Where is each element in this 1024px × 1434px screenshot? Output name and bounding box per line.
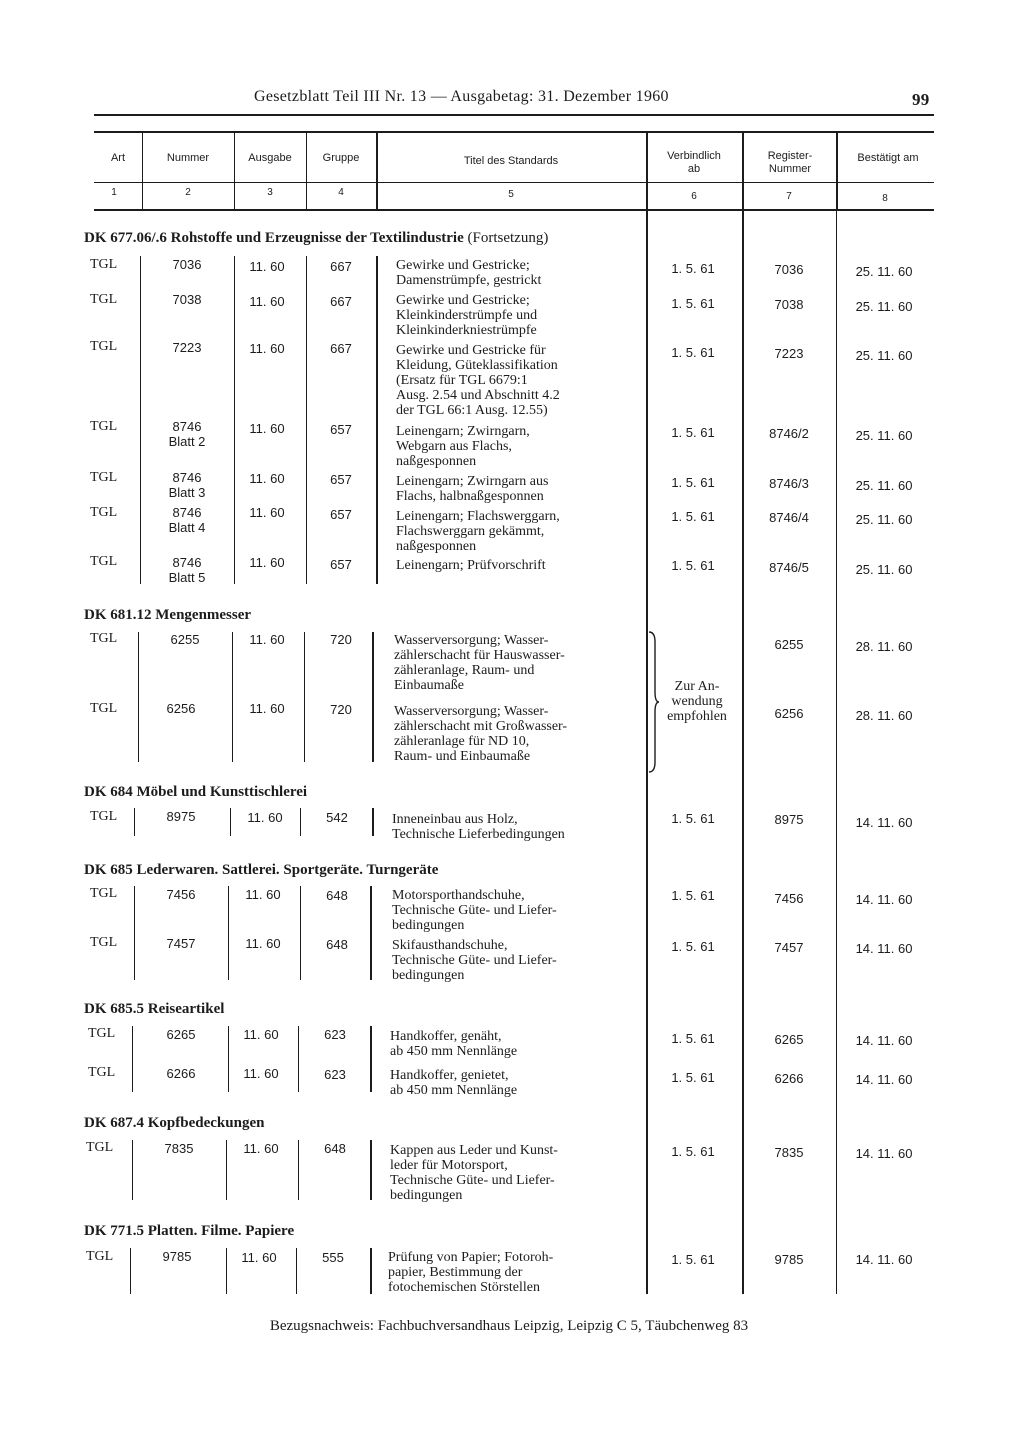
table-top-rule: [94, 131, 934, 133]
cell-art: TGL: [90, 257, 118, 272]
column-number: 8: [882, 193, 888, 204]
row-divider: [372, 632, 374, 762]
column-header-art: Art: [110, 152, 126, 164]
cell-verbindlich: 1. 5. 61: [671, 558, 715, 573]
row-divider: [140, 256, 141, 584]
cell-verbindlich: 1. 5. 61: [671, 939, 715, 954]
row-divider: [370, 1140, 372, 1200]
cell-titel: Kappen aus Leder und Kunst- leder für Motorsport, Technische Güte- und Liefer- bedingungen: [390, 1143, 558, 1203]
row-divider: [138, 632, 139, 762]
cell-register: 6255: [774, 637, 804, 652]
cell-gruppe: 542: [326, 810, 348, 825]
cell-bestaetigt: 28. 11. 60: [855, 639, 913, 654]
cell-ausgabe: 11. 60: [249, 341, 285, 356]
cell-nummer: 6266: [166, 1066, 196, 1081]
cell-verbindlich: 1. 5. 61: [671, 345, 715, 360]
cell-bestaetigt: 25. 11. 60: [855, 264, 913, 279]
cell-verbindlich: 1. 5. 61: [671, 811, 715, 826]
section-heading: [84, 862, 438, 879]
cell-gruppe: 555: [322, 1250, 344, 1265]
cell-nummer: 7036: [172, 257, 202, 272]
cell-register: 8746/5: [769, 560, 809, 575]
section-heading-text: DK 687.4 Kopfbedeckungen: [84, 1115, 265, 1131]
section-heading-text: DK 685 Lederwaren. Sattlerei. Sportgeräte. Turngeräte: [84, 862, 439, 878]
cell-nummer: 9785: [162, 1249, 192, 1264]
section-heading-text: DK 677.06/.6 Rohstoffe und Erzeugnisse der Textilindustrie: [84, 230, 464, 246]
row-divider: [300, 808, 301, 836]
row-divider: [304, 632, 305, 762]
column-number: 2: [185, 187, 191, 198]
cell-bestaetigt: 14. 11. 60: [855, 1146, 913, 1161]
cell-verbindlich: 1. 5. 61: [671, 1031, 715, 1046]
cell-register: 7835: [774, 1145, 804, 1160]
cell-gruppe: 648: [326, 888, 348, 903]
cell-nummer: 6255: [170, 632, 200, 647]
cell-bestaetigt: 28. 11. 60: [855, 708, 913, 723]
column-number: 3: [267, 187, 273, 198]
cell-verbindlich: 1. 5. 61: [671, 1144, 715, 1159]
cell-ausgabe: 11. 60: [249, 505, 285, 520]
cell-bestaetigt: 14. 11. 60: [855, 941, 913, 956]
cell-verbindlich: 1. 5. 61: [671, 296, 715, 311]
cell-bestaetigt: 14. 11. 60: [855, 815, 913, 830]
cell-register: 8746/4: [769, 510, 809, 525]
cell-gruppe: 657: [330, 557, 352, 572]
row-divider: [298, 1026, 299, 1092]
row-divider: [306, 256, 307, 584]
cell-register: 8746/2: [769, 426, 809, 441]
row-divider: [370, 886, 372, 980]
section-heading-text: DK 685.5 Reiseartikel: [84, 1001, 225, 1017]
cell-nummer: 7835: [164, 1141, 194, 1156]
section-heading-text: DK 684 Möbel und Kunsttischlerei: [84, 784, 308, 800]
cell-register: 9785: [774, 1252, 804, 1267]
cell-register: 7456: [774, 891, 804, 906]
section-heading-text: DK 771.5 Platten. Filme. Papiere: [84, 1223, 295, 1239]
cell-verbindlich: 1. 5. 61: [671, 1252, 715, 1267]
cell-gruppe: 657: [330, 422, 352, 437]
cell-art: TGL: [90, 470, 118, 485]
column-number: 5: [508, 189, 514, 200]
cell-verbindlich: 1. 5. 61: [671, 509, 715, 524]
cell-gruppe: 720: [330, 702, 352, 717]
row-divider: [130, 1248, 131, 1294]
cell-art: TGL: [90, 809, 118, 824]
cell-ausgabe: 11. 60: [243, 1027, 279, 1042]
cell-bestaetigt: 14. 11. 60: [855, 1033, 913, 1048]
cell-gruppe: 667: [330, 259, 352, 274]
cell-ausgabe: 11. 60: [243, 1066, 279, 1081]
col-divider: [742, 211, 744, 1294]
cell-register: 7223: [774, 346, 804, 361]
section-heading: [84, 607, 251, 624]
column-header-verbindlich: Verbindlich ab: [667, 150, 721, 175]
cell-ausgabe: 11. 60: [241, 1250, 277, 1265]
table-head-divider: [94, 182, 934, 183]
cell-titel: Motorsporthandschuhe, Technische Güte- und Liefer- bedingungen: [392, 888, 557, 933]
cell-nummer: 6265: [166, 1027, 196, 1042]
cell-verbindlich: 1. 5. 61: [671, 475, 715, 490]
cell-register: 6256: [774, 706, 804, 721]
cell-gruppe: 657: [330, 472, 352, 487]
row-divider: [132, 1026, 133, 1092]
section-heading-text: DK 681.12 Mengenmesser: [84, 607, 252, 623]
cell-art: TGL: [86, 1140, 114, 1155]
cell-bestaetigt: 25. 11. 60: [855, 299, 913, 314]
cell-ausgabe: 11. 60: [249, 701, 285, 716]
column-header-bestaetigt: Bestätigt am: [857, 152, 919, 164]
row-divider: [370, 1026, 372, 1092]
section-heading: [84, 784, 307, 801]
cell-nummer: 7457: [166, 936, 196, 951]
cell-bestaetigt: 25. 11. 60: [855, 562, 913, 577]
cell-titel: Handkoffer, genäht, ab 450 mm Nennlänge: [390, 1029, 518, 1059]
cell-register: 6265: [774, 1032, 804, 1047]
cell-gruppe: 657: [330, 507, 352, 522]
cell-ausgabe: 11. 60: [249, 471, 285, 486]
cell-bestaetigt: 25. 11. 60: [855, 512, 913, 527]
section-heading: [84, 1001, 224, 1018]
row-divider: [228, 886, 229, 980]
cell-nummer: 8746 Blatt 2: [168, 419, 206, 449]
row-divider: [376, 256, 378, 584]
cell-ausgabe: 11. 60: [245, 936, 281, 951]
cell-nummer: 7038: [172, 292, 202, 307]
cell-bestaetigt: 25. 11. 60: [855, 428, 913, 443]
cell-nummer: 7223: [172, 340, 202, 355]
column-header-gruppe: Gruppe: [322, 152, 360, 164]
cell-gruppe: 648: [326, 937, 348, 952]
col-divider: [836, 211, 837, 1294]
section-heading-suffix: (Fortsetzung): [467, 230, 549, 246]
cell-ausgabe: 11. 60: [249, 632, 285, 647]
cell-art: TGL: [90, 505, 118, 520]
row-divider: [298, 1140, 299, 1200]
cell-ausgabe: 11. 60: [249, 421, 285, 436]
section-heading: [84, 1223, 294, 1240]
cell-titel: Handkoffer, genietet, ab 450 mm Nennlänge: [390, 1068, 518, 1098]
cell-art: TGL: [90, 339, 118, 354]
column-number: 6: [691, 191, 697, 202]
cell-bestaetigt: 14. 11. 60: [855, 1072, 913, 1087]
cell-art: TGL: [90, 701, 118, 716]
cell-bestaetigt: 25. 11. 60: [855, 348, 913, 363]
table-head-bottom-rule: [94, 209, 934, 211]
cell-register: 7457: [774, 940, 804, 955]
cell-art: TGL: [90, 935, 118, 950]
column-header-register: Register-Nummer: [767, 150, 813, 175]
cell-nummer: 8746 Blatt 3: [168, 470, 206, 500]
cell-ausgabe: 11. 60: [243, 1141, 279, 1156]
column-header-ausgabe: Ausgabe: [248, 152, 292, 164]
cell-gruppe: 667: [330, 341, 352, 356]
cell-gruppe: 648: [324, 1141, 346, 1156]
row-divider: [132, 1140, 133, 1200]
cell-titel: Leinengarn; Zwirngarn aus Flachs, halbnaßgesponnen: [396, 474, 549, 504]
footer-note: [0, 1318, 1024, 1335]
row-divider: [370, 1248, 372, 1294]
cell-titel: Skifausthandschuhe, Technische Güte- und Liefer- bedingungen: [392, 938, 557, 983]
cell-titel: Wasserversorgung; Wasser- zählerschacht mit Großwasser- zähleranlage für ND 10, Raum- und Einbaumaße: [394, 704, 568, 764]
section-heading: [84, 230, 548, 247]
cell-titel: Leinengarn; Zwirngarn, Webgarn aus Flachs, naßgesponnen: [396, 424, 530, 469]
recommendation-note: Zur An- wendung empfohlen: [667, 679, 727, 724]
cell-art: TGL: [90, 554, 118, 569]
cell-titel: Leinengarn; Prüfvorschrift: [396, 558, 546, 573]
header-title: Gesetzblatt Teil III Nr. 13 — Ausgabetag: 31. Dezember 1960: [254, 88, 669, 105]
cell-titel: Wasserversorgung; Wasser- zählerschacht für Hauswasser- zähleranlage, Raum- und Einbaumaße: [394, 633, 565, 693]
section-heading: [84, 1115, 264, 1132]
cell-nummer: 6256: [166, 701, 196, 716]
cell-gruppe: 667: [330, 294, 352, 309]
column-number: 1: [111, 187, 117, 198]
cell-nummer: 8975: [166, 809, 196, 824]
cell-nummer: 7456: [166, 887, 196, 902]
cell-verbindlich: 1. 5. 61: [671, 888, 715, 903]
cell-nummer: 8746 Blatt 4: [168, 505, 206, 535]
cell-register: 7038: [774, 297, 804, 312]
cell-ausgabe: 11. 60: [249, 259, 285, 274]
cell-titel: Gewirke und Gestricke; Kleinkinderstrümpfe und Kleinkinderkniestrümpfe: [396, 293, 538, 338]
cell-art: TGL: [86, 1249, 114, 1264]
cell-verbindlich: 1. 5. 61: [671, 261, 715, 276]
column-number: 4: [338, 187, 344, 198]
cell-register: 8975: [774, 812, 804, 827]
cell-gruppe: 720: [330, 632, 352, 647]
cell-register: 7036: [774, 262, 804, 277]
cell-gruppe: 623: [324, 1027, 346, 1042]
column-number: 7: [786, 191, 792, 202]
cell-nummer: 8746 Blatt 5: [168, 555, 206, 585]
column-header-nummer: Nummer: [166, 152, 210, 164]
row-divider: [230, 808, 231, 836]
row-divider: [372, 808, 374, 836]
footer-text: Bezugsnachweis: Fachbuchversandhaus Leipzig, Leipzig C 5, Täubchenweg 83: [269, 1318, 749, 1334]
cell-bestaetigt: 25. 11. 60: [855, 478, 913, 493]
cell-art: TGL: [90, 419, 118, 434]
cell-ausgabe: 11. 60: [247, 810, 283, 825]
cell-ausgabe: 11. 60: [245, 887, 281, 902]
row-divider: [232, 632, 233, 762]
page-number: 99: [912, 90, 930, 109]
cell-art: TGL: [88, 1026, 116, 1041]
cell-titel: Leinengarn; Flachswerggarn, Flachswerggarn gekämmt, naßgesponnen: [396, 509, 560, 554]
row-divider: [296, 1248, 297, 1294]
cell-art: TGL: [90, 886, 118, 901]
row-divider: [134, 886, 135, 980]
cell-verbindlich: 1. 5. 61: [671, 425, 715, 440]
cell-art: TGL: [88, 1065, 116, 1080]
cell-art: TGL: [90, 292, 118, 307]
cell-verbindlich: 1. 5. 61: [671, 1070, 715, 1085]
cell-register: 6266: [774, 1071, 804, 1086]
cell-ausgabe: 11. 60: [249, 294, 285, 309]
cell-titel: Gewirke und Gestricke; Damenstrümpfe, gestrickt: [396, 258, 542, 288]
cell-titel: Inneneinbau aus Holz, Technische Lieferbedingungen: [392, 812, 565, 842]
cell-titel: Prüfung von Papier; Fotoroh- papier, Bestimmung der fotochemischen Störstellen: [388, 1250, 554, 1295]
cell-art: TGL: [90, 631, 118, 646]
row-divider: [300, 886, 301, 980]
row-divider: [226, 1140, 227, 1200]
cell-bestaetigt: 14. 11. 60: [855, 1252, 913, 1267]
header-rule: [94, 114, 934, 116]
cell-titel: Gewirke und Gestricke für Kleidung, Güteklassifikation (Ersatz für TGL 6679:1 Ausg. 2.54 und Abschnitt 4.2 der TGL 66:1 Ausg. 12.55): [396, 343, 560, 418]
cell-bestaetigt: 14. 11. 60: [855, 892, 913, 907]
cell-ausgabe: 11. 60: [249, 555, 285, 570]
cell-register: 8746/3: [769, 476, 809, 491]
row-divider: [134, 808, 135, 836]
column-header-titel: Titel des Standards: [463, 155, 559, 167]
cell-gruppe: 623: [324, 1067, 346, 1082]
